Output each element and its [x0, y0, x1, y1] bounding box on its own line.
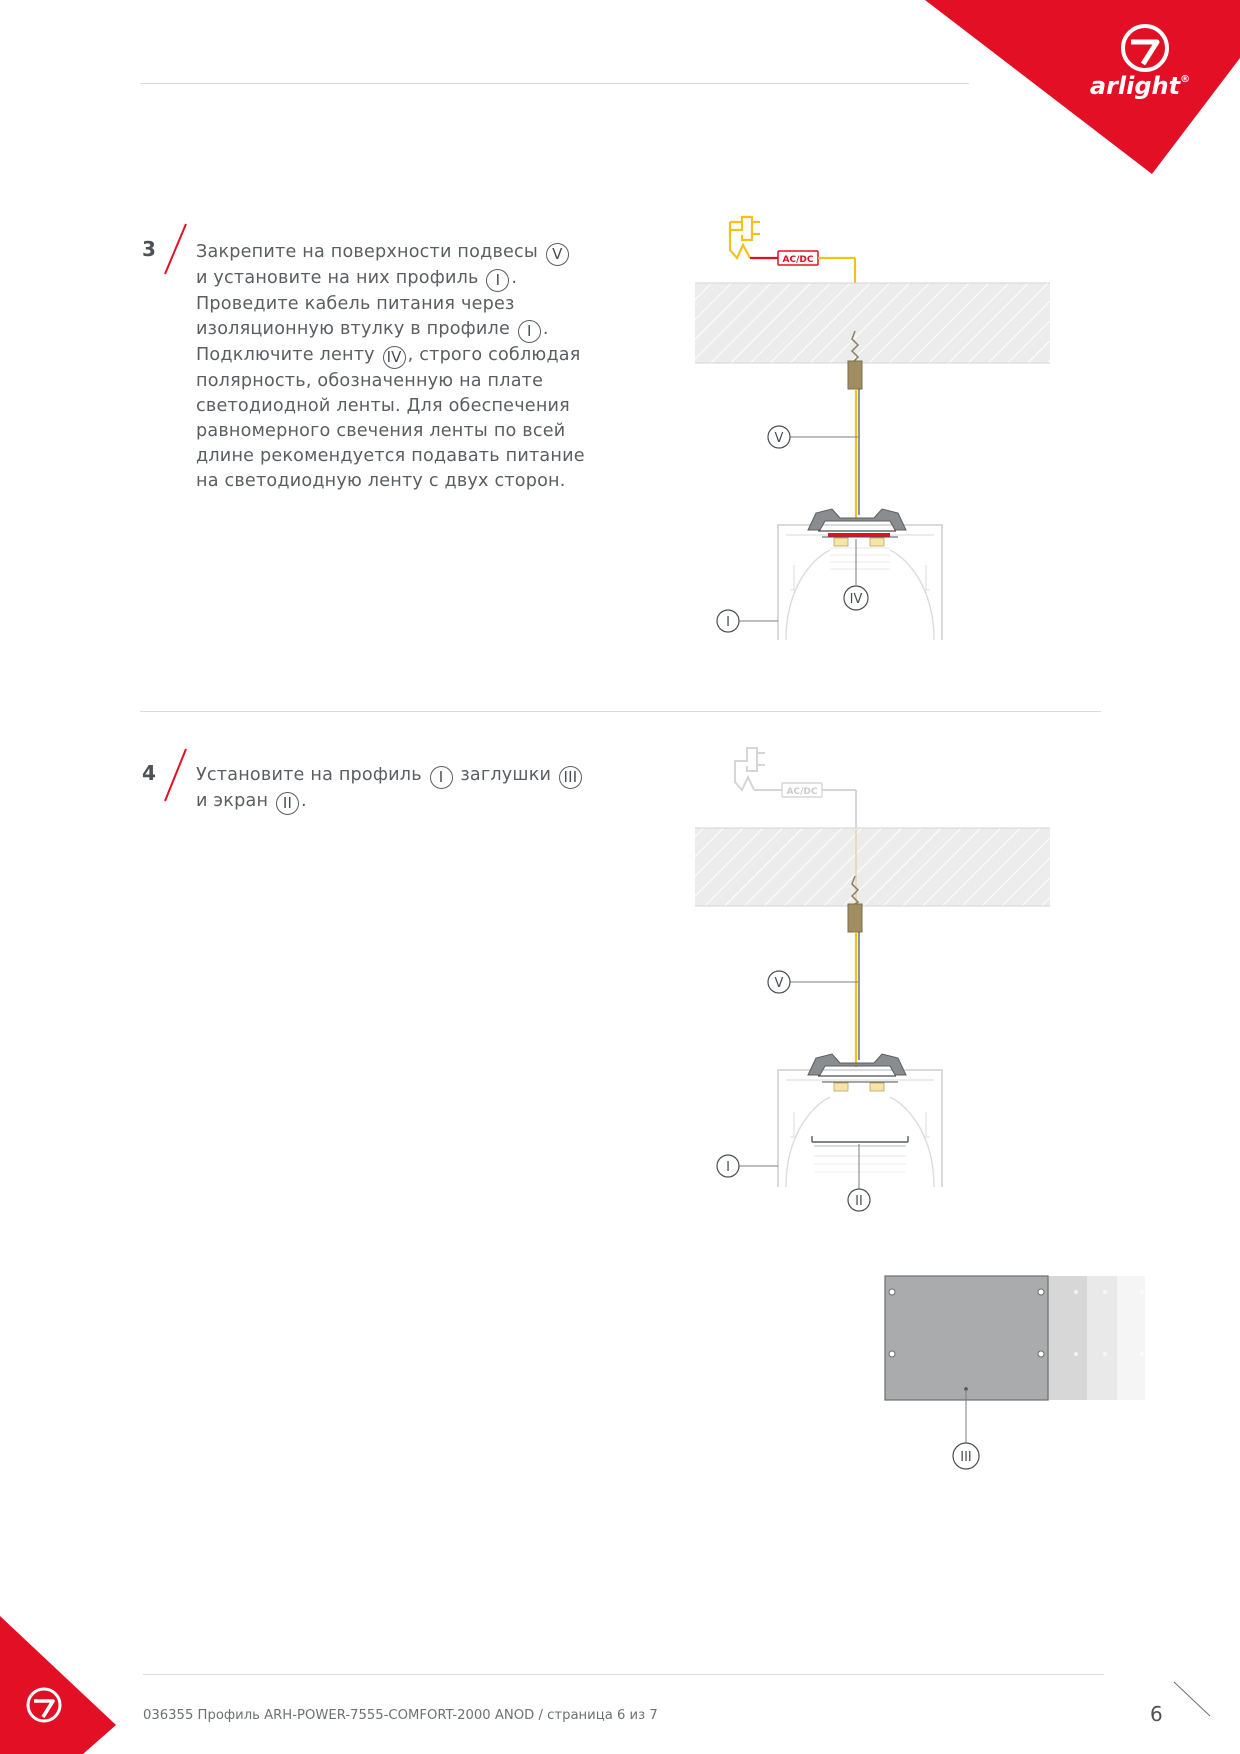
profile-section [778, 525, 942, 640]
text-segment: и установите на них профиль [196, 268, 485, 288]
step-4-slash-icon [162, 747, 188, 803]
text-line [196, 394, 596, 419]
profile-section-2 [778, 1070, 942, 1187]
callout-i: I [726, 615, 730, 630]
step-3-slash-icon [162, 222, 188, 276]
step-3-text [196, 240, 596, 494]
led-strip-2 [822, 1082, 898, 1091]
text-segment: . [300, 791, 307, 811]
text-segment: . [511, 268, 518, 288]
part-reference-badge: I [486, 269, 509, 292]
power-plug-icon [730, 217, 760, 258]
diagram-end-cap [880, 1270, 1160, 1480]
text-segment: светодиодной ленты. Для обеспечения [196, 396, 570, 416]
text-line [196, 763, 596, 789]
brand-corner-top [0, 0, 1240, 180]
diffuser-screen [812, 1136, 908, 1146]
ceiling-slab-2 [695, 828, 1050, 906]
text-line [196, 266, 596, 292]
power-plug-icon-faded [735, 748, 765, 790]
text-line [196, 240, 596, 266]
text-segment: Закрепите на поверхности подвесы [196, 242, 544, 262]
acdc-label: AC/DC [782, 255, 814, 265]
callout-iii: III [960, 1450, 972, 1465]
part-reference-badge: IV [383, 346, 406, 369]
text-line [196, 292, 596, 317]
step-4-number: 4 [142, 761, 156, 785]
section-divider [140, 711, 1101, 712]
text-line [196, 369, 596, 394]
text-segment: изоляционную втулку в профиле [196, 319, 516, 339]
text-segment: равномерного свечения ленты по всей [196, 421, 566, 441]
text-line [196, 444, 596, 469]
callout-v: V [774, 431, 784, 446]
footer-divider [143, 1674, 1104, 1675]
page-number: 6 [1150, 1702, 1163, 1726]
text-segment: , строго соблюдая [407, 345, 581, 365]
part-reference-badge: II [276, 792, 299, 815]
text-line [196, 789, 596, 815]
part-reference-badge: I [518, 320, 541, 343]
diagram-step-4 [690, 742, 1070, 1212]
text-segment: Установите на профиль [196, 765, 428, 785]
step-4-text [196, 763, 596, 815]
ceiling-slab [695, 283, 1050, 363]
diagram-step-3 [690, 205, 1070, 655]
text-segment: . [542, 319, 549, 339]
text-line [196, 469, 596, 494]
text-line [196, 343, 596, 369]
text-segment: и экран [196, 791, 274, 811]
step-3-number: 3 [142, 237, 156, 261]
brand-logo-text: arlight® [1089, 72, 1191, 100]
text-line [196, 419, 596, 444]
part-reference-badge: III [559, 766, 582, 789]
text-segment: на светодиодную ленту с двух сторон. [196, 471, 566, 491]
callout-i-2: I [726, 1160, 730, 1175]
part-reference-badge: I [430, 766, 453, 789]
text-segment: Проведите кабель питания через [196, 294, 515, 314]
page-corner-slash-icon [1172, 1680, 1212, 1720]
acdc-label-faded: AC/DC [786, 787, 818, 797]
text-line [196, 317, 596, 343]
brand-corner-bottom [0, 1610, 130, 1754]
part-reference-badge: V [546, 243, 569, 266]
callout-v-2: V [774, 976, 784, 991]
text-segment: полярность, обозначенную на плате [196, 371, 544, 391]
callout-iv: IV [849, 592, 863, 607]
top-divider [140, 83, 969, 84]
end-cap-plate [885, 1276, 1048, 1400]
footer-document-info: 036355 Профиль ARH-POWER-7555-COMFORT-2000 ANOD / страница 6 из 7 [143, 1708, 658, 1723]
text-segment: Подключите ленту [196, 345, 381, 365]
callout-ii: II [855, 1194, 863, 1209]
text-segment: заглушки [454, 765, 557, 785]
text-segment: длине рекомендуется подавать питание [196, 446, 585, 466]
led-strip [822, 533, 898, 546]
